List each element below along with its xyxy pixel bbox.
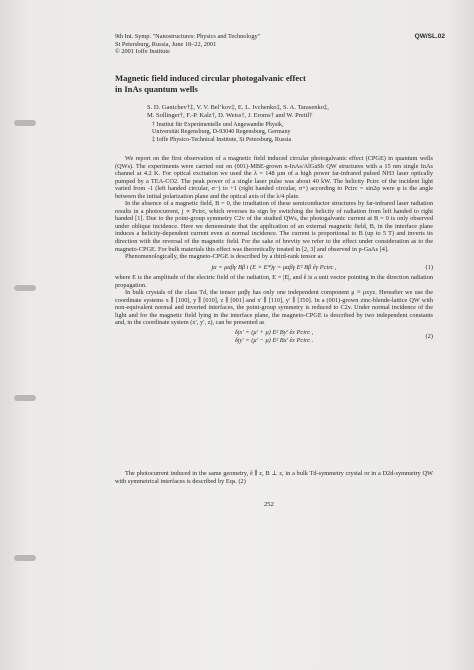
paper-id: QW/SL.02 bbox=[414, 33, 445, 40]
header-line: © 2001 Ioffe Institute bbox=[115, 48, 170, 56]
body-paragraph: The photocurrent induced in the same geometry, ê ∥ z, B ⊥ z, in a bulk Td-symmetry crystal or in a D2d-symmetry QW with symmetrical interfaces is described by Eqs. (2) bbox=[115, 470, 433, 485]
scan-punch-mark bbox=[14, 120, 36, 126]
equation-text: δjy′ = (μ′ − μ) E² Bx′ êz Pcirc . bbox=[234, 336, 314, 344]
header-line: St Petersburg, Russia, June 18–22, 2001 bbox=[115, 40, 217, 48]
body-paragraph: Phenomenologically, the magneto-CPGE is described by a third-rank tensor as bbox=[125, 253, 323, 261]
equation-2 bbox=[115, 329, 433, 344]
scan-punch-mark bbox=[14, 395, 36, 401]
affiliations bbox=[152, 122, 432, 144]
page-number: 252 bbox=[264, 501, 274, 508]
author-line: S. D. Ganichev†‡, V. V. Bel’kov‡, E. L. Ivchenko‡, S. A. Tarasenko‡, bbox=[147, 104, 329, 111]
title-line: Magnetic field induced circular photogalvanic effect bbox=[115, 73, 306, 83]
body-paragraph: We report on the first observation of a magnetic field induced circular photogalvanic effect (CPGE) in quantum wells (QWs). The experiments were carried out on (001)-MBE-grown n-InAs/AlGaSb QW structures with a 15 nm single InAs channel at 4.2 K. For optical excitation we used the λ = 148 μm of a high power far-infrared pulsed NH3 laser optically pumped by a TEA-CO2. The peak power of a single laser pulse was about 40 kW. The helicity Pcirc of the incident light varied from -1 (left handed circular, σ−) to +1 (right handed circular, σ+) according to Pcirc = sin2φ were φ is the angle between the initial polarization plane and the optical axis of the λ/4 plate. bbox=[115, 155, 433, 200]
scan-punch-mark bbox=[14, 555, 36, 561]
paper-title bbox=[115, 73, 415, 94]
author-line: M. Sollinger†, F.-P. Kalz†, D. Weiss†, J. Eroms† and W. Prettl† bbox=[147, 111, 313, 119]
author-list bbox=[147, 104, 437, 120]
conference-header bbox=[115, 33, 445, 56]
title-line: in InAs quantum wells bbox=[115, 83, 198, 94]
equation-number: (1) bbox=[425, 263, 433, 271]
equation-text: δjx′ = (μ′ + μ) E² By′ êz Pcirc , bbox=[234, 329, 314, 337]
paper-body bbox=[115, 155, 433, 347]
affiliation-line: ‡ Ioffe Physico-Technical Institute, St Petersburg, Russia bbox=[152, 136, 292, 143]
equation-1 bbox=[115, 264, 433, 272]
affiliation-line: † Institut für Experimentelle und Angewandte Physik, bbox=[152, 122, 284, 128]
scan-punch-mark bbox=[14, 285, 36, 291]
body-paragraph: where E is the amplitude of the electric field of the radiation, E = |E|, and ê is a unit vector pointing in the direction radiation propagation. bbox=[115, 274, 433, 289]
header-line: 9th Int. Symp. "Nanostructures: Physics and Technology" bbox=[115, 33, 261, 40]
body-paragraph: In bulk crystals of the class Td, the tensor μαβγ has only one independent component μ ≡ μxyz. Hereafter we use the coordinate systems x ∥ [100], y ∥ [010], z ∥ [001] and x′ ∥ [110], y′ ∥ [1̄10]. In a (001)-grown zinc-blende-lattice QW with non-equivalent normal and inverted interfaces, the point-group symmetry is reduced to C2v. Under normal incidence of the light and for the magnetic field lying in the interface plane, the magneto-CPGE is described by two independent constants and, in the coordinate system (x′, y′, z), can be presented as bbox=[115, 289, 433, 327]
affiliation-line: Universität Regensburg, D-93040 Regensburg, Germany bbox=[152, 129, 291, 136]
paper-body-end bbox=[115, 470, 433, 485]
equation-number: (2) bbox=[425, 333, 433, 341]
body-paragraph: In the absence of a magnetic field, B = 0, the irradiation of these semiconductor structures by far-infrared laser radiation results in a photocurrent, j ∝ Pcirc, which reverses its sign by switching the helicity of radiation from left handed to right handed [1]. Due to the point-group symmetry C2v of the studied QWs, the photogalvanic current at B = 0 is only observed under oblique incidence. Here we demonstrate that the application of an external magnetic field, B, in the interface plane induces a helicity-dependent current even at normal incidence. The current is proportional to B (up to 5 T) and inverts its direction with the reversal of the magnetic field. For the sake of brevity we refer to the effect under consideration as to the magneto-CPGE. For bulk materials this effect was theoretically treated in [2, 3] and observed in p-GaAs [4]. bbox=[115, 200, 433, 253]
equation-text: jα = μαβγ Bβ i (E × E*)γ = μαβγ E² Bβ êγ Pcirc , bbox=[211, 263, 337, 271]
